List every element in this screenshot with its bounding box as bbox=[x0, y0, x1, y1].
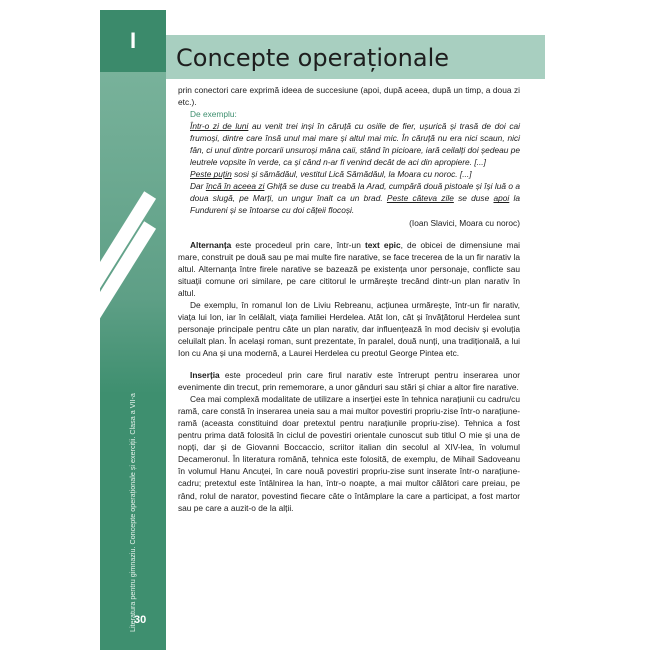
chapter-number: I bbox=[100, 10, 166, 72]
book-page bbox=[100, 10, 545, 650]
example-label: De exemplu: bbox=[190, 109, 237, 120]
time-marker: Într-o zi de luni bbox=[190, 121, 249, 132]
definition-text: este procedeul prin care firul narativ este întrerupt pentru inserarea unor evenimente din trecut, prin rememorare, a unor gânduri sau stări și chiar a altor fire narative. bbox=[178, 370, 520, 393]
quote-block bbox=[178, 120, 520, 228]
quote-text: Ghiță se duse cu treabă la Arad, cumpără două pistoale și își luă o a doua slugă, pe Marți, un ungur înalt ca un brad. bbox=[190, 181, 521, 204]
quote-paragraph bbox=[190, 180, 520, 216]
insertia-explanation: Cea mai complexă modalitate de utilizare a inserției este în tehnica narațiunii cu cadru/cu ramă, care constă în inserarea uneia sau a mai multor povestiri propriu-zise într-o narațiune-ramă (aceasta constituind doar pretextul pentru narațiunile propriu-zise). Tehnica a fost pentru prima dată folosită în ciclul de povestiri orientale cunoscut sub titlul O mie și una de nopți, dar și de Giovanni Boccaccio, scriitor italian din secolul al XIV-lea, în volumul Decameronul. În literatura română, tehnica este folosită, de exemplu, de Mihail Sadoveanu în volumul Hanu Ancuței, în care nouă povestiri propriu-zise sunt inserate într-o narațiune-cadru; pretextul este întâlnirea la han, într-o noapte, a mai multor călători care preiau, pe rând, rolul de narator, povestind fiecare câte o întâmplare la care a participat, a fost martor sau pe care a auzit-o de la alții. bbox=[178, 394, 520, 513]
side-running-title: Literatura pentru gimnaziu. Concepte operaționale și exerciții. Clasa a VII-a bbox=[128, 393, 137, 632]
term-insertia: Inserția bbox=[190, 370, 220, 381]
quote-paragraph bbox=[190, 120, 520, 168]
quote-text: sosi și sămădăul, vestitul Lică Sămădăul, la Moara cu noroc. [...] bbox=[231, 169, 472, 180]
quote-text: la Fundureni și se întoarse cu doi cățeii flocoși. bbox=[190, 193, 521, 216]
definition-text: este procedeul prin care, într-un bbox=[231, 239, 365, 250]
time-marker: încă în aceea zi bbox=[205, 181, 265, 192]
quote-source: (Ioan Slavici, Moara cu noroc) bbox=[409, 217, 520, 228]
term-text-epic: text epic bbox=[364, 239, 401, 250]
time-marker: Peste puțin bbox=[190, 169, 232, 180]
quote-text: se duse bbox=[453, 193, 494, 204]
intro-paragraph: prin conectori care exprimă ideea de succesiune (apoi, după aceea, după un timp, a doua zi etc.). bbox=[178, 85, 520, 108]
term-alternanta: Alternanța bbox=[190, 239, 232, 250]
page-title: Concepte operaționale bbox=[176, 44, 450, 72]
time-marker: Peste câteva zile bbox=[386, 193, 454, 204]
insertia-definition bbox=[178, 369, 520, 393]
page-number: 30 bbox=[134, 614, 147, 626]
alternanta-example: De exemplu, în romanul Ion de Liviu Rebreanu, acțiunea urmărește, într-un fir narativ, viața lui Ion, iar în celălalt, viața familiei Herdelea. Atât Ion, cât și învățătorul Herdelea sunt personaje principale pentru câte un plan narativ, dar influențează în mod decisiv și evoluția celuilalt plan. În același roman, sunt prezentate, în paralel, două nunți, una tradițională, a lui Ion cu Ana și una modernă, a Laurei Herdelea cu preotul George Pintea etc. bbox=[178, 299, 520, 358]
quote-text: au venit trei inși în căruță cu osiile de fier, ușurică și trasă de doi cai frumoși, dintre care însă unul mai mare și altul mai mic. În căruță nu era nici scaun, nici fân, ci unul dintre porcarii unsuroși mâna caii, stând în picioare, iară ceilalți doi ședeau pe leutrele vopsite în verde, ca și când n-ar fi venind decât de aci din apropiere. [...] bbox=[190, 121, 520, 168]
time-marker: apoi bbox=[493, 193, 510, 204]
definition-text: , de obicei de dimensiune mai mare, construit pe două sau pe mai multe fire narative, se face trecerea de la un fir narativ la altul. Alternanța între firele narative se bazează pe existența unor personaje, conflicte sau situații comune ori similare, pe care cititorul le urmărește trecând dintr-un plan narativ în altul. bbox=[178, 239, 521, 298]
side-band bbox=[100, 10, 166, 650]
quote-text: Dar bbox=[190, 181, 206, 192]
text-body bbox=[178, 84, 520, 514]
quote-paragraph bbox=[190, 168, 520, 180]
alternanta-definition bbox=[178, 239, 520, 299]
